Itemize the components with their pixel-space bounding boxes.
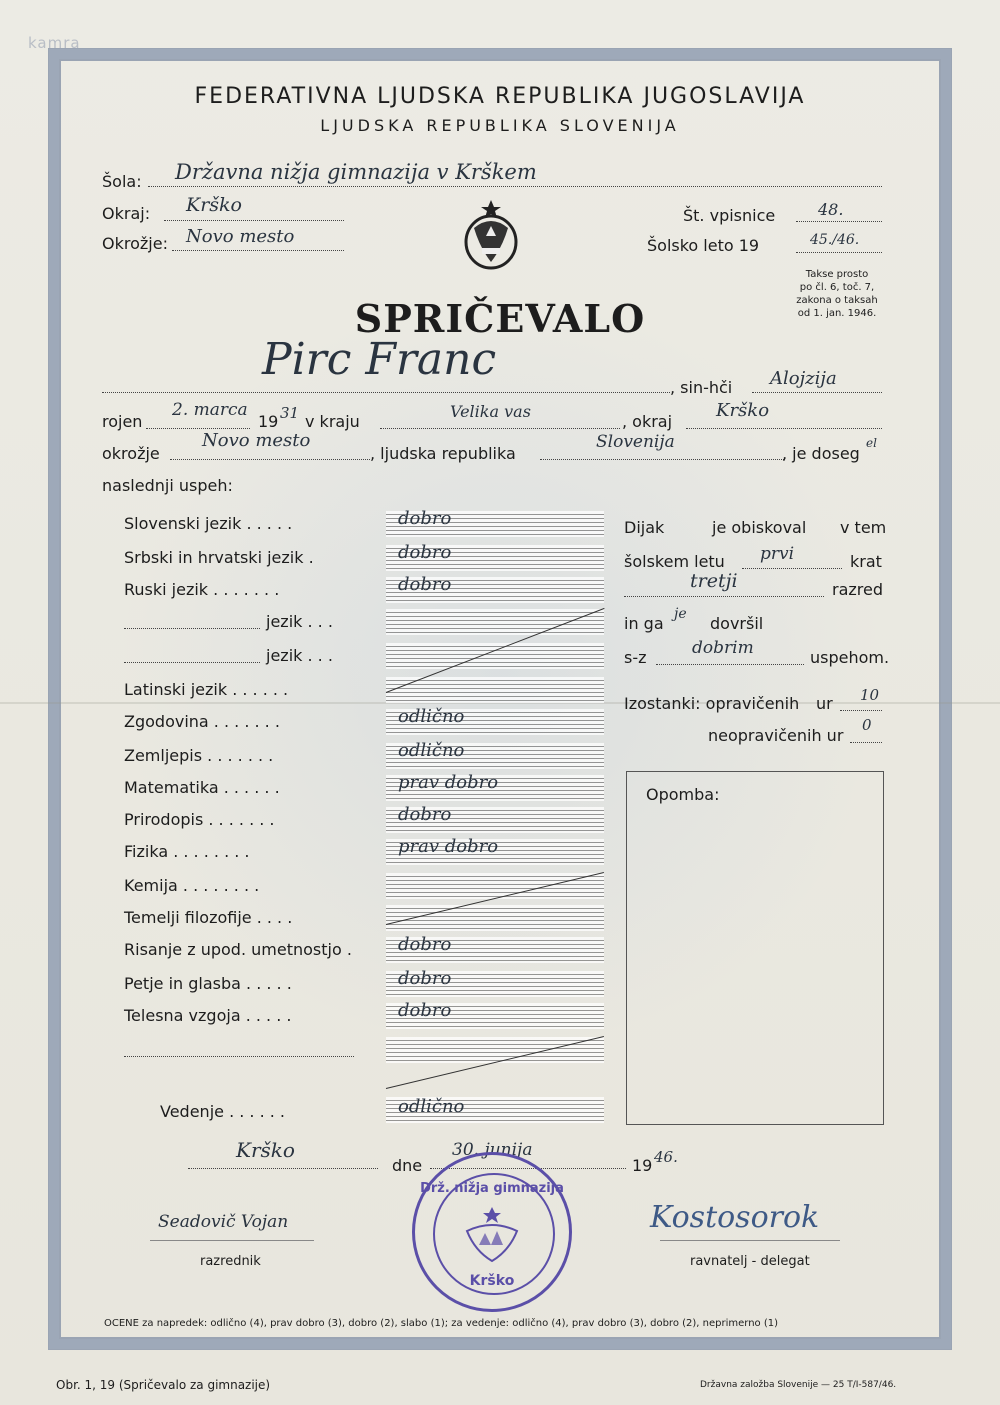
neopr-line (850, 742, 882, 743)
parent-name: Alojzija (770, 368, 837, 389)
subject-grade: odlično (398, 740, 465, 761)
subject-name: Risanje z upod. umetnostjo . (124, 940, 352, 959)
born-date: 2. marca (172, 400, 248, 420)
izostanki-label: Izostanki: opravičenih (624, 694, 800, 713)
subject-name: Petje in glasba . . . . . (124, 974, 292, 993)
subject-grade: prav dobro (398, 836, 499, 857)
sola-value: Državna nižja gimnazija v Krškem (175, 160, 537, 184)
subject-grade: dobro (398, 1000, 452, 1021)
subject-name: Fizika . . . . . . . . (124, 842, 250, 861)
dijak-label: Dijak (624, 518, 665, 537)
subject-name: jezik . . . (266, 646, 333, 665)
neopravicene-value: 0 (862, 716, 872, 734)
uspeh-line (656, 664, 804, 665)
subject-name: Prirodopis . . . . . . . (124, 810, 275, 829)
date-day: 30. junija (452, 1140, 533, 1160)
prvi-line (742, 568, 842, 569)
subject-name: Ruski jezik . . . . . . . (124, 580, 280, 599)
sola-label: Šola: (102, 172, 142, 191)
date-place: Krško (236, 1138, 295, 1162)
subject-name: Srbski in hrvatski jezik . (124, 548, 314, 567)
kraj-value: Velika vas (450, 402, 531, 421)
form-number: Obr. 1, 19 (Spričevalo za gimnazije) (56, 1378, 271, 1392)
opomba-label: Opomba: (646, 785, 720, 804)
subject-name: Slovenski jezik . . . . . (124, 514, 293, 533)
okrozje-line (172, 250, 344, 251)
watermark: kamra (28, 34, 81, 52)
date-year: 46. (654, 1148, 678, 1166)
stamp-emblem-icon (459, 1205, 525, 1263)
kraj-line (380, 428, 620, 429)
born-year: 31 (280, 404, 300, 422)
tax-note-line: Takse prosto (805, 269, 869, 280)
okraj-student-line (686, 428, 882, 429)
razred-value: tretji (690, 570, 738, 592)
grade-cell (386, 905, 604, 931)
razrednik-label: razrednik (200, 1254, 261, 1269)
je-value: je (674, 606, 687, 622)
subject-name: Temelji filozofije . . . . (124, 908, 293, 927)
uspeh-label: naslednji uspeh: (102, 476, 233, 495)
subject-name: Zgodovina . . . . . . . (124, 712, 280, 731)
dovrsil-label: dovršil (710, 614, 764, 633)
subject-name: Zemljepis . . . . . . . (124, 746, 274, 765)
prvi-value: prvi (760, 544, 795, 564)
uspehom-label: uspehom. (810, 648, 890, 667)
ravnatelj-signature: Kostosorok (650, 1200, 820, 1235)
subject-blank-line (124, 628, 260, 629)
stamp-bottom-text: Krško (469, 1273, 515, 1289)
subject-name: Matematika . . . . . . (124, 778, 280, 797)
okraj-student-value: Krško (716, 400, 770, 421)
in-ga-label: in ga (624, 614, 664, 633)
grade-cell (386, 643, 604, 669)
grade-cell (386, 609, 604, 635)
subject-grade: dobro (398, 574, 452, 595)
header-federation: FEDERATIVNA LJUDSKA REPUBLIKA JUGOSLAVIJA (194, 84, 806, 109)
subject-blank-line (124, 1056, 354, 1057)
sola-line (148, 186, 882, 187)
okraj-label: Okraj: (102, 204, 151, 223)
leto-value: 45./46. (810, 232, 860, 248)
ur-label: ur (816, 694, 833, 713)
opomba-box (626, 771, 884, 1125)
obiskoval-label: je obiskoval (712, 518, 807, 537)
leto-line (796, 252, 882, 253)
razrednik-line (150, 1240, 314, 1241)
stamp-top-text: Drž. nižja gimnazija (420, 1181, 564, 1196)
publisher-note: Državna založba Slovenije — 25 T/I-587/46. (700, 1380, 897, 1390)
subject-name: jezik . . . (266, 612, 333, 631)
place-line (188, 1168, 378, 1169)
subject-grade: dobro (398, 508, 452, 529)
leto-label: Šolsko leto 19 (647, 236, 760, 255)
okraj-line (164, 220, 344, 221)
subject-name: Telesna vzgoja . . . . . (124, 1006, 292, 1025)
parent-line (752, 392, 882, 393)
s-z-label: s-z (624, 648, 647, 667)
tax-note-line: po čl. 6, toč. 7, (799, 282, 875, 293)
v-tem-label: v tem (840, 518, 887, 537)
name-line (102, 392, 670, 393)
subject-grade: dobro (398, 934, 452, 955)
republika-label: , ljudska republika (370, 444, 516, 463)
student-name: Pirc Franc (262, 334, 497, 385)
school-stamp (412, 1152, 572, 1312)
vpisnica-line (796, 221, 882, 222)
razrednik-signature: Seadovič Vojan (158, 1212, 289, 1232)
ravnatelj-label: ravnatelj - delegat (690, 1254, 810, 1269)
uspeh-value: dobrim (692, 638, 754, 658)
born-date-line (146, 428, 250, 429)
sin-hci-label: , sin-hči (670, 378, 733, 397)
neopravicene-label: neopravičenih ur (708, 726, 844, 745)
subject-grade: prav dobro (398, 772, 499, 793)
subject-name: Latinski jezik . . . . . . (124, 680, 289, 699)
tax-note-line: zakona o taksah (796, 295, 878, 306)
republika-value: Slovenija (596, 432, 675, 452)
coat-of-arms-icon (460, 198, 522, 272)
opravicene-value: 10 (860, 686, 880, 704)
grade-cell (386, 873, 604, 899)
okrozje-label: Okrožje: (102, 234, 168, 253)
date-year-prefix: 19 (632, 1156, 653, 1175)
grade-cell (386, 1037, 604, 1063)
vpisnica-label: Št. vpisnice (683, 206, 776, 225)
document-title: SPRIČEVALO (354, 296, 646, 341)
subject-name: Kemija . . . . . . . . (124, 876, 260, 895)
tax-note-line: od 1. jan. 1946. (797, 308, 877, 319)
vedenje-grade: odlično (398, 1096, 465, 1117)
okraj-student-label: , okraj (622, 412, 673, 431)
ravnatelj-line (660, 1240, 840, 1241)
razred-line (624, 596, 824, 597)
subject-grade: dobro (398, 804, 452, 825)
republika-line (540, 459, 784, 460)
rojen-label: rojen (102, 412, 143, 431)
subject-grade: dobro (398, 968, 452, 989)
vpisnica-value: 48. (818, 200, 844, 219)
okrozje-student-label: okrožje (102, 444, 160, 463)
razred-label: razred (832, 580, 884, 599)
dosegel-label: , je doseg (782, 444, 860, 463)
dosegel-suffix: el (866, 436, 877, 450)
okrozje-value: Novo mesto (186, 226, 295, 247)
dne-label: dne (392, 1156, 423, 1175)
vedenje-label: Vedenje . . . . . . (160, 1102, 286, 1121)
opr-line (840, 710, 882, 711)
okraj-value: Krško (186, 194, 242, 216)
subject-blank-line (124, 662, 260, 663)
year-prefix: 19 (258, 412, 279, 431)
subject-grade: odlično (398, 706, 465, 727)
grade-cell (386, 677, 604, 703)
okrozje-student-value: Novo mesto (202, 430, 311, 451)
solskem-letu-label: šolskem letu (624, 552, 725, 571)
header-republic: LJUDSKA REPUBLIKA SLOVENIJA (320, 116, 680, 135)
grades-legend: OCENE za napredek: odlično (4), prav dobro (3), dobro (2), slabo (1); za vedenje: odlično (4), prav dobro (3), dobro (2), neprimerno (1) (104, 1318, 778, 1329)
kraj-label: v kraju (305, 412, 360, 431)
okrozje-student-line (170, 459, 370, 460)
krat-label: krat (850, 552, 882, 571)
subject-grade: dobro (398, 542, 452, 563)
